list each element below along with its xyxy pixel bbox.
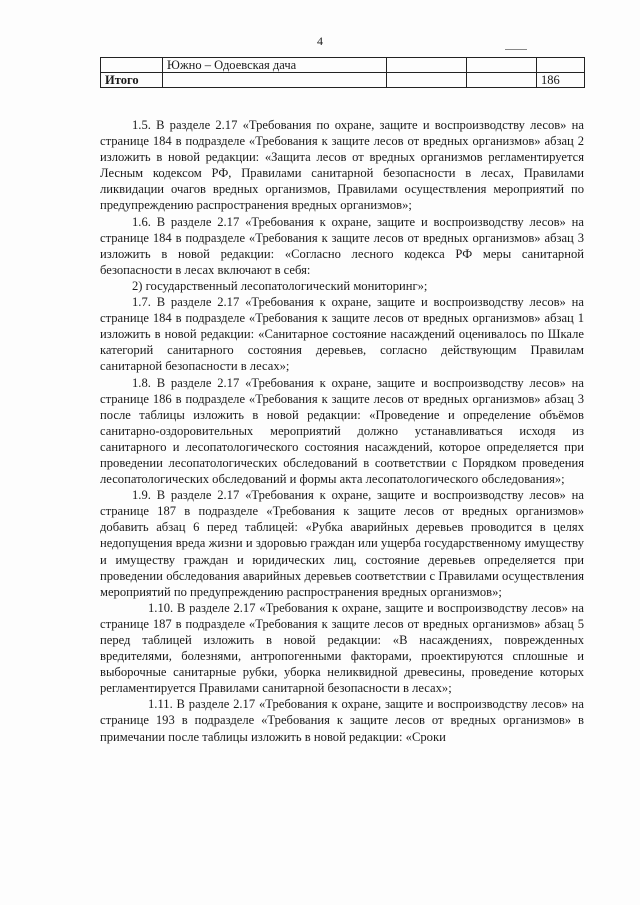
paragraph: 1.10. В разделе 2.17 «Требования к охране, защите и воспроизводству лесов» на странице 187 в подразделе «Требования к защите лесов от вредных организмов» абзац 5 перед таблицей изложить в новой редакции: «В насаждениях, поврежденных вредителями, болезнями, антропогенными факторами, проектируются сплошные и выборочные санитарные рубки, уборка неликвидной древесины, проведение которых регламентируется Правилами санитарной безопасности в лесах»; xyxy=(100,600,584,696)
paragraph: 1.7. В разделе 2.17 «Требования к охране, защите и воспроизводству лесов» на странице 184 в подразделе «Требования к защите лесов от вредных организмов» абзац 1 изложить в новой редакции: «Санитарное состояние насаждений оценивалось по Шкале категорий санитарного состояния деревьев, согласно действующим Правилам санитарной безопасности в лесах»; xyxy=(100,295,584,374)
table-total-value: 186 xyxy=(537,73,585,88)
table-cell xyxy=(467,73,537,88)
paragraph: 1.5. В разделе 2.17 «Требования по охране, защите и воспроизводству лесов» на странице 184 в подразделе «Требования к защите лесов от вредных организмов» абзац 2 изложить в новой редакции: «Защита лесов от вредных организмов регламентируется Лесным кодексом РФ, Правилами санитарной безопасности в лесах, Правилами ликвидации очагов вредных организмов, Правилами осуществления мероприятий по предупреждению распространения вредных организмов»; xyxy=(100,118,584,213)
paragraph: 1.11. В разделе 2.17 «Требования к охране, защите и воспроизводству лесов» на странице 193 в подразделе «Требования к защите лесов от вредных организмов» в примечании после таблицы изложить в новой редакции: «Сроки xyxy=(100,697,584,744)
table-cell: Южно – Одоевская дача xyxy=(163,58,387,73)
table-cell xyxy=(101,58,163,73)
header-rule xyxy=(505,49,527,50)
document-body xyxy=(100,117,584,745)
table-cell xyxy=(163,73,387,88)
table-total-label: Итого xyxy=(101,73,163,88)
paragraph: 1.6. В разделе 2.17 «Требования к охране, защите и воспроизводству лесов» на странице 184 в подразделе «Требования к защите лесов от вредных организмов» абзац 3 изложить в новой редакции: «Согласно лесного кодекса РФ меры санитарной безопасности в лесах включают в себя: xyxy=(100,214,584,277)
table-cell xyxy=(467,58,537,73)
page-number: 4 xyxy=(317,34,323,48)
table-row xyxy=(101,58,585,73)
paragraph: 1.8. В разделе 2.17 «Требования к охране, защите и воспроизводству лесов» на странице 186 в подразделе «Требования к защите лесов от вредных организмов» абзац 3 после таблицы изложить в новой редакции: «Проведение и определение объёмов санитарно-оздоровительных мероприятий должно устанавливаться исходя из санитарного и лесопатологического состояния насаждений, которое определяется при проведении лесопатологических обследований в соответствии с Порядком проведения лесопатологических обследований и формы акта лесопатологического обследования»; xyxy=(100,375,584,487)
paragraph: 1.9. В разделе 2.17 «Требования к охране, защите и воспроизводству лесов» на странице 187 в подразделе «Требования к защите лесов от вредных организмов» добавить абзац 6 перед таблицей: «Рубка аварийных деревьев проводится в целях недопущения вреда жизни и здоровью граждан или ущерба государственному имуществу и имуществу граждан и юридических лиц, состояние деревьев определяется при проведении обследования аварийных деревьев соответствии с Правилами осуществления мероприятий по предупреждению распространения вредных организмов»; xyxy=(100,488,584,599)
summary-table xyxy=(100,57,585,88)
paragraph: 2) государственный лесопатологический мониторинг»; xyxy=(132,278,428,293)
table-cell xyxy=(537,58,585,73)
table-cell xyxy=(387,73,467,88)
table-row xyxy=(101,73,585,88)
table-cell xyxy=(387,58,467,73)
